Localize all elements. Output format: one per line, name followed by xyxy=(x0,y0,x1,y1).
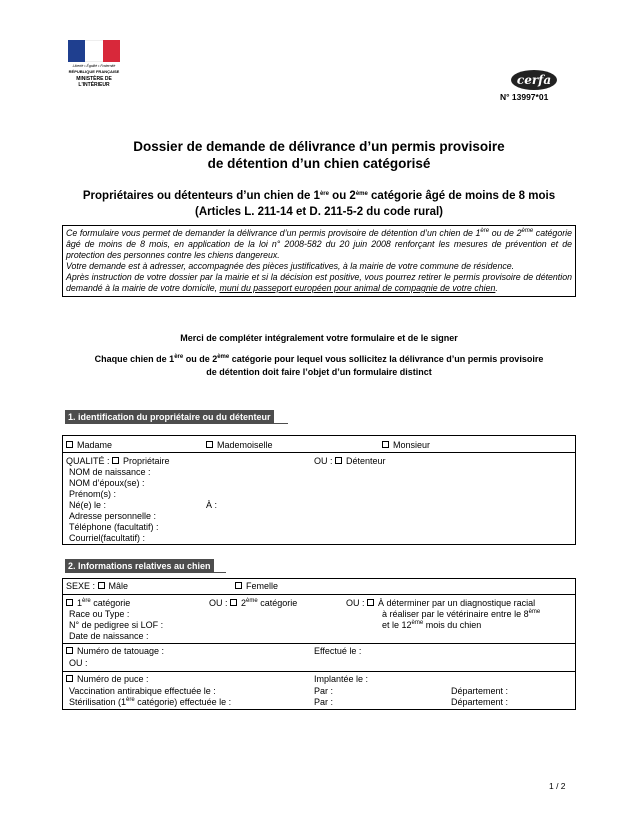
realiser-note xyxy=(382,609,540,620)
tatouage-field[interactable]: Numéro de tatouage : xyxy=(77,646,165,656)
puce-field[interactable]: Numéro de puce : xyxy=(77,674,149,684)
race-field[interactable]: Race ou Type : xyxy=(69,609,130,619)
determiner-label: À déterminer par un diagnostique racial xyxy=(378,598,536,608)
monsieur-label: Monsieur xyxy=(393,440,431,450)
vaccination-field[interactable]: Vaccination antirabique effectuée le : xyxy=(69,686,216,696)
pedigree-field[interactable]: N° de pedigree si LOF : xyxy=(69,620,164,630)
et-sup: ème xyxy=(411,620,424,626)
ou-label: OU : xyxy=(346,598,365,608)
sexe-label: SEXE : xyxy=(66,581,96,591)
realiser-text: à réaliser par le vétérinaire entre le 8 xyxy=(382,609,529,619)
sterilisation-par-field[interactable]: Par : xyxy=(314,697,334,707)
subtitle-articles: (Articles L. 211-14 et D. 211-5-2 du code rural) xyxy=(195,206,443,218)
intro-underlined: muni du passeport européen pour animal de compagnie de votre chien xyxy=(219,283,496,293)
subtitle-text: ou 2 xyxy=(328,190,356,202)
intro-paragraph-1 xyxy=(66,228,572,261)
section-2-heading: 2. Informations relatives au chien xyxy=(65,559,214,573)
divider xyxy=(63,452,575,453)
male-label: Mâle xyxy=(108,581,129,591)
steril-text: Stérilisation (1 xyxy=(69,697,127,707)
chaque-text: ou de 2 xyxy=(183,354,218,364)
et-text: mois du chien xyxy=(423,620,482,630)
lieu-naissance-field[interactable]: À : xyxy=(206,500,218,510)
checkbox-proprietaire[interactable] xyxy=(112,457,119,464)
checkbox-male[interactable] xyxy=(98,582,105,589)
sterilisation-field[interactable] xyxy=(69,697,231,708)
owner-identification-box xyxy=(62,435,576,545)
subtitle-text: Propriétaires ou détenteurs d’un chien de 1 xyxy=(82,190,320,202)
checkbox-puce[interactable] xyxy=(66,675,73,682)
chaque-sup: ère xyxy=(174,354,184,360)
cat1-text: 1 xyxy=(77,598,83,608)
prenoms-field[interactable]: Prénom(s) : xyxy=(69,489,117,499)
vaccination-par-field[interactable]: Par : xyxy=(314,686,334,696)
date-naissance-chien-field[interactable]: Date de naissance : xyxy=(69,631,149,641)
nom-epoux-field[interactable]: NOM d’époux(se) : xyxy=(69,478,145,488)
steril-text: catégorie) effectuée le : xyxy=(134,697,232,707)
chaque-text: catégorie pour lequel vous sollicitez la délivrance d’un permis provisoire xyxy=(229,354,544,364)
et-note xyxy=(382,620,481,631)
checkbox-categorie-2[interactable] xyxy=(230,599,237,606)
cat2-sup: ème xyxy=(246,598,258,604)
ministry-logo xyxy=(60,40,128,88)
checkbox-tatouage[interactable] xyxy=(66,647,73,654)
ou-label: OU : xyxy=(209,598,228,608)
section-1-heading: 1. identification du propriétaire ou du détenteur xyxy=(65,410,274,424)
checkbox-detenteur[interactable] xyxy=(335,457,342,464)
subtitle-sup: ère xyxy=(319,191,329,197)
intro-text: Après instruction de votre dossier par la mairie et si la décision est positive, vous pourrez retirer le permis provisoire de détention demandé à la mairie de votre domicile, xyxy=(66,272,572,293)
checkbox-madame[interactable] xyxy=(66,441,73,448)
subtitle-text: catégorie âgé de moins de 8 mois xyxy=(367,190,556,202)
logo-ministry: MINISTÈRE DE L'INTÉRIEUR xyxy=(76,76,112,88)
date-naissance-field[interactable]: Né(e) le : xyxy=(69,500,107,510)
logo-motto: Liberté • Égalité • Fraternité xyxy=(72,64,116,68)
ou-label: OU : xyxy=(314,456,333,466)
chaque-notice xyxy=(60,353,578,379)
qualite-label: QUALITÉ : xyxy=(66,456,110,466)
mademoiselle-label: Mademoiselle xyxy=(217,440,273,450)
page-title xyxy=(60,138,578,172)
realiser-sup: ème xyxy=(528,609,541,615)
dog-information-box xyxy=(62,578,576,710)
cat1-sup: ère xyxy=(82,598,91,604)
intro-box xyxy=(62,225,576,297)
intro-text: ou de 2 xyxy=(489,228,522,238)
adresse-field[interactable]: Adresse personnelle : xyxy=(69,511,157,521)
cat2-text: catégorie xyxy=(257,598,298,608)
checkbox-mademoiselle[interactable] xyxy=(206,441,213,448)
steril-sup: ère xyxy=(126,697,135,703)
intro-sup: ème xyxy=(521,228,534,234)
page-subtitle xyxy=(60,188,578,220)
telephone-field[interactable]: Téléphone (facultatif) : xyxy=(69,522,159,532)
vaccination-departement-field[interactable]: Département : xyxy=(451,686,509,696)
nom-naissance-field[interactable]: NOM de naissance : xyxy=(69,467,151,477)
page-number: 1 / 2 xyxy=(549,781,566,791)
title-line-2: de détention d’un chien catégorisé xyxy=(207,156,431,171)
checkbox-monsieur[interactable] xyxy=(382,441,389,448)
section-2-underline xyxy=(65,572,226,573)
logo-republic: RÉPUBLIQUE FRANÇAISE xyxy=(68,69,120,74)
section-1-underline xyxy=(65,423,288,424)
et-text: et le 12 xyxy=(382,620,412,630)
chaque-sup: ème xyxy=(217,354,230,360)
intro-text: catégorie âgé de moins de 8 mois, en application de la loi n° 2008-582 du 20 juin 2008 renforçant les mesures de prévention et de protection des personnes contre les chiens dangereux. xyxy=(66,228,572,260)
tatouage-date-field[interactable]: Effectué le : xyxy=(314,646,362,656)
marianne-flag-icon xyxy=(68,40,120,62)
chaque-line-2: de détention doit faire l’objet d’un formulaire distinct xyxy=(206,367,432,377)
detenteur-label: Détenteur xyxy=(346,456,386,466)
cat1-text: catégorie xyxy=(90,598,131,608)
checkbox-femelle[interactable] xyxy=(235,582,242,589)
civility-mademoiselle[interactable] xyxy=(206,437,273,453)
subtitle-sup: ème xyxy=(355,191,368,197)
cat2-text: 2 xyxy=(241,598,247,608)
chaque-text: Chaque chien de 1 xyxy=(94,354,175,364)
intro-text: . xyxy=(495,283,498,293)
cerfa-number: N° 13997*01 xyxy=(500,92,549,102)
femelle-label: Femelle xyxy=(246,581,279,591)
civility-madame[interactable] xyxy=(66,437,112,453)
intro-paragraph-3 xyxy=(66,272,572,294)
ou-label: OU : xyxy=(69,658,88,668)
civility-monsieur[interactable] xyxy=(382,437,430,453)
madame-label: Madame xyxy=(77,440,113,450)
puce-date-field[interactable]: Implantée le : xyxy=(314,674,369,684)
sterilisation-departement-field[interactable]: Département : xyxy=(451,697,509,707)
checkbox-categorie-1[interactable] xyxy=(66,599,73,606)
intro-sup: ère xyxy=(480,228,490,234)
title-line-1: Dossier de demande de délivrance d’un permis provisoire xyxy=(133,139,505,154)
intro-paragraph-2: Votre demande est à adresser, accompagnée des pièces justificatives, à la mairie de votre commune de résidence. xyxy=(66,261,515,271)
intro-text: Ce formulaire vous permet de demander la délivrance d’un permis provisoire de détention d’un chien de 1 xyxy=(66,228,481,238)
proprietaire-label: Propriétaire xyxy=(123,456,170,466)
checkbox-a-determiner[interactable] xyxy=(367,599,374,606)
merci-notice: Merci de compléter intégralement votre formulaire et de le signer xyxy=(180,333,458,343)
cerfa-logo: cerfa xyxy=(511,70,557,90)
courriel-field[interactable]: Courriel(facultatif) : xyxy=(69,533,146,543)
